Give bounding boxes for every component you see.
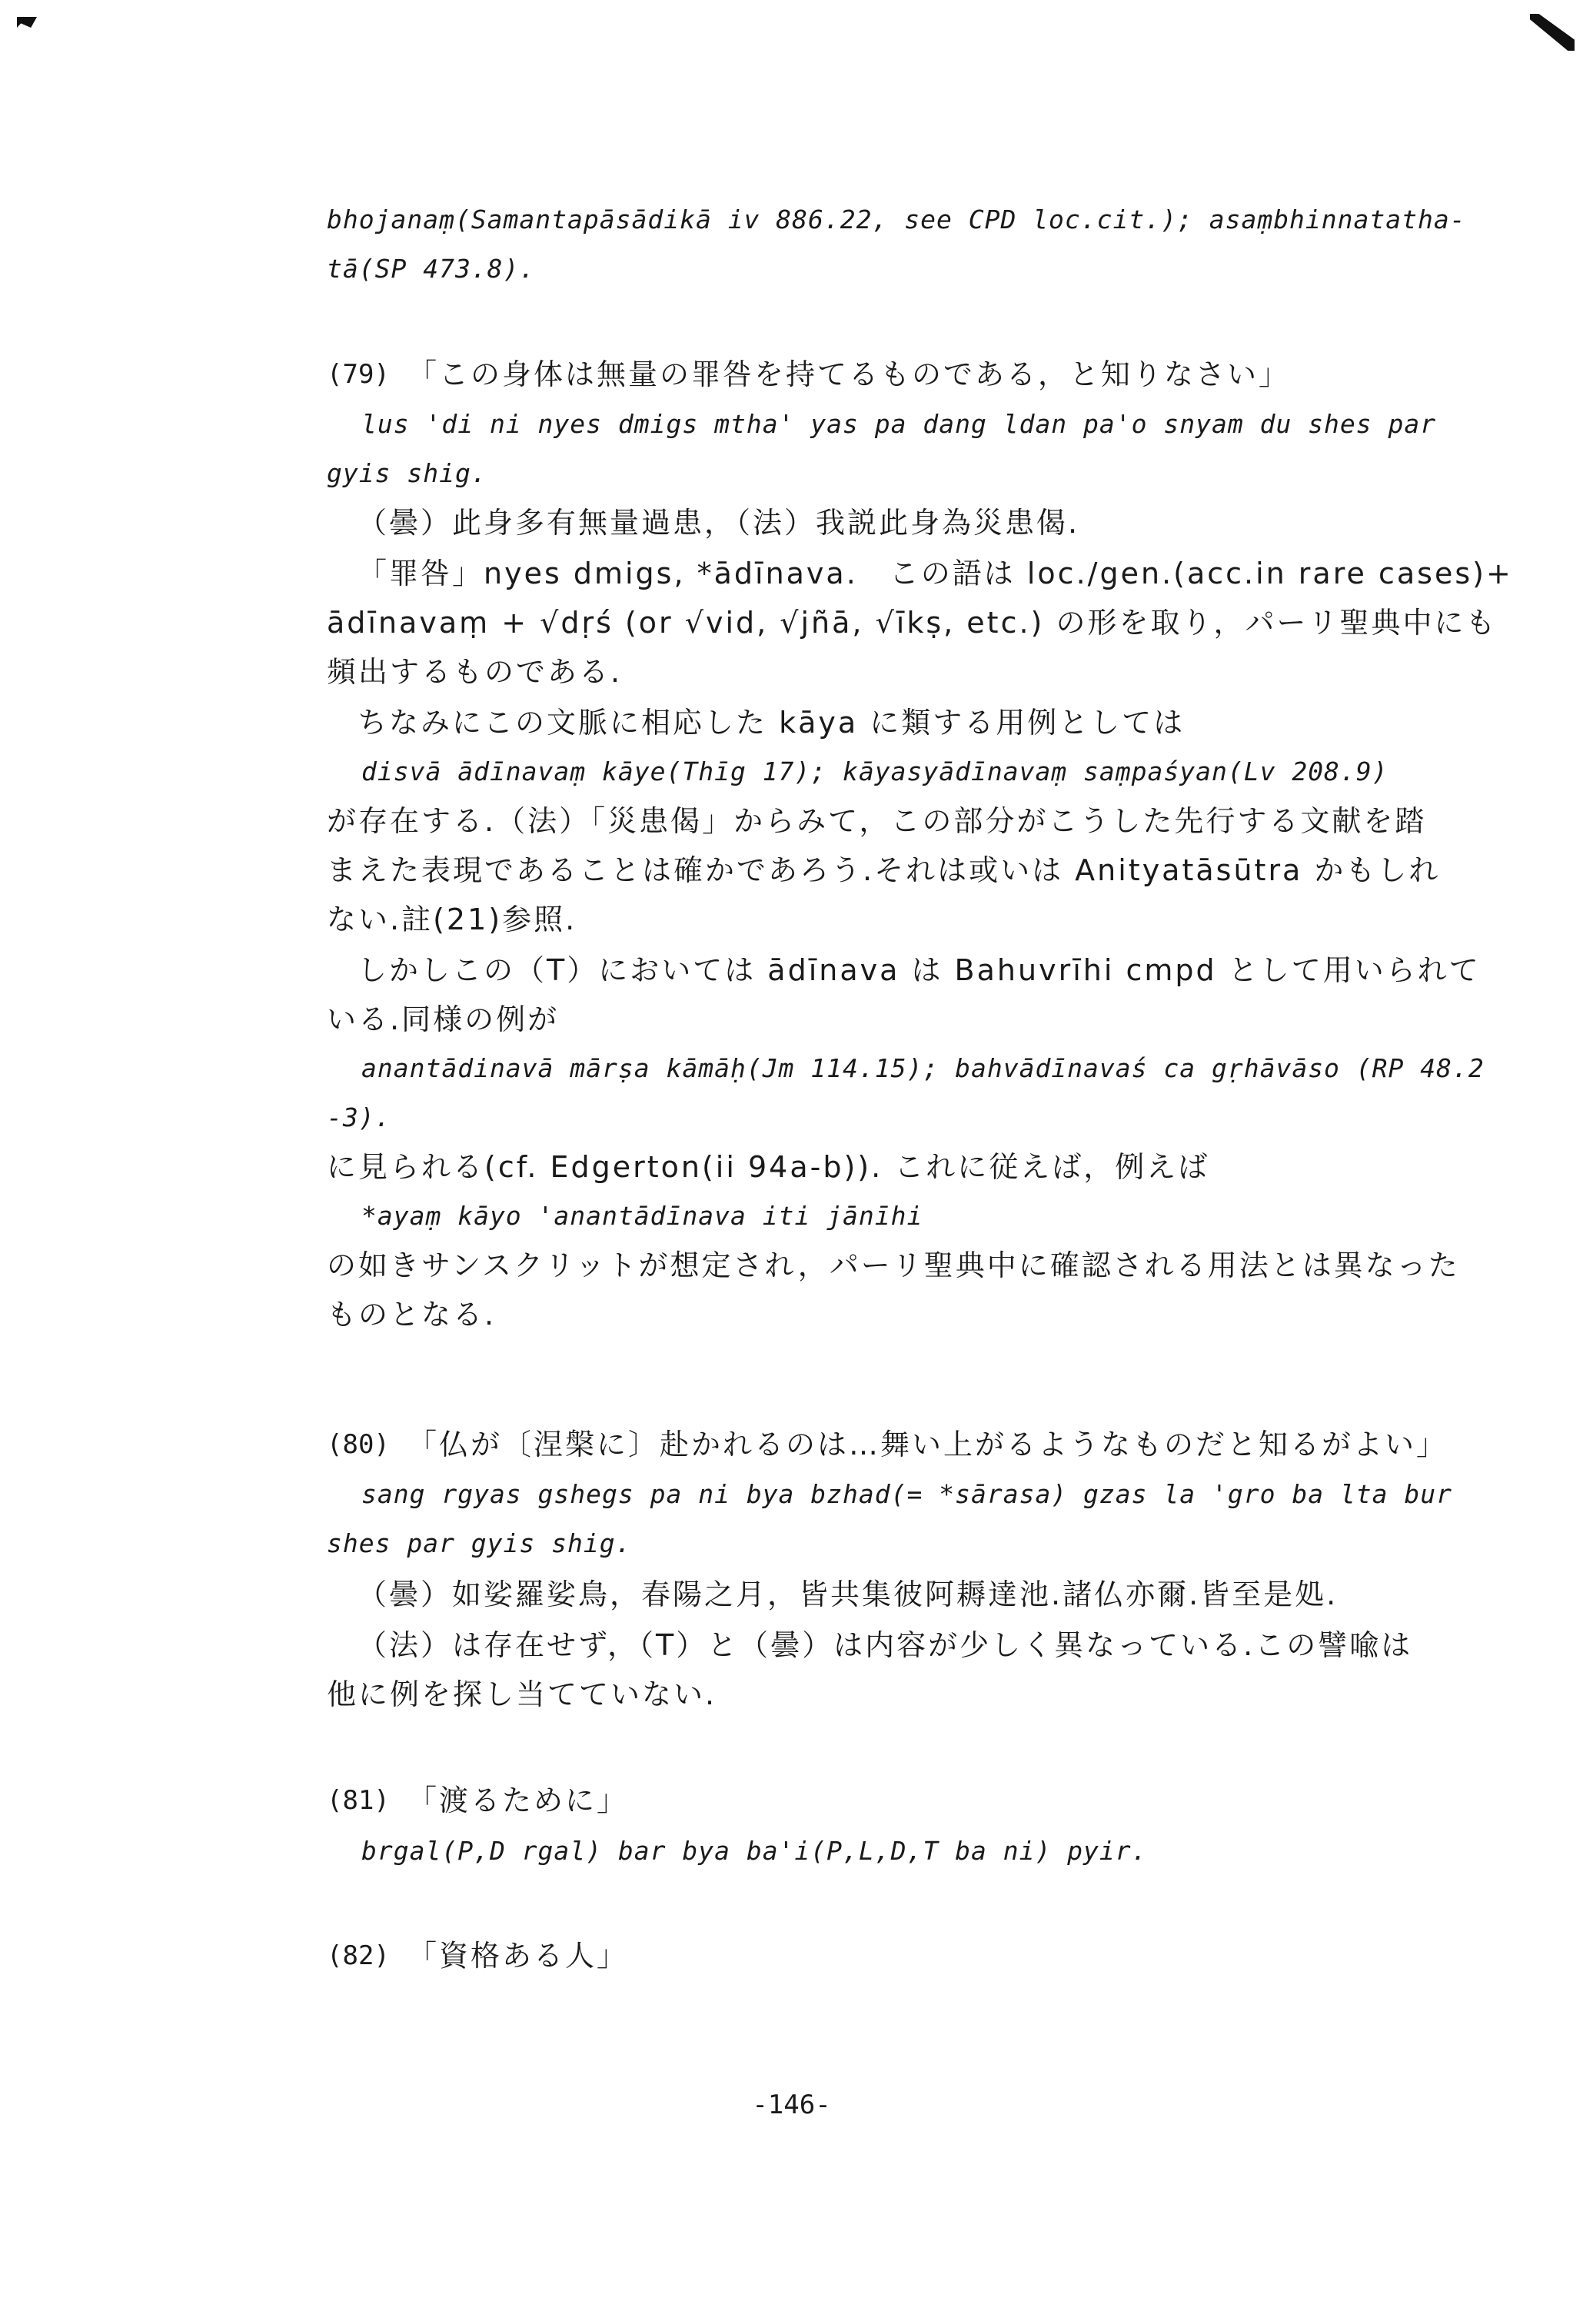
text-line: に見られる(cf. Edgerton(ii 94a-b)). これに従えば，例えば: [327, 1150, 1210, 1184]
text-line: ものとなる.: [327, 1298, 497, 1332]
text-line: 「罪咎」nyes dmigs, *ādīnava. この語は loc./gen.(acc.in rare cases)+: [358, 557, 1513, 590]
example-citation: anantādinavā mārṣa kāmāḥ(Jm 114.15); bahvādīnavaś ca gṛhāvāso (RP 48.2: [361, 1053, 1485, 1083]
note-number-81: (81): [327, 1785, 390, 1816]
note-heading-82: 「資格ある人」: [407, 1939, 629, 1973]
note-number-80: (80): [327, 1429, 390, 1460]
text-line: いる.同様の例が: [327, 1002, 560, 1036]
text-line: まえた表現であることは確かであろう.それは或いは Anityatāsūtra かもしれ: [327, 853, 1441, 887]
tibetan-text: gyis shig.: [327, 458, 487, 488]
note-heading-80: 「仏が〔涅槃に〕赴かれるのは…舞い上がるようなものだと知るがよい」: [407, 1428, 1448, 1461]
text-line: ない.註(21)参照.: [327, 903, 577, 936]
example-citation: -3).: [327, 1102, 391, 1132]
scan-corner-mark-left: [17, 17, 37, 28]
tibetan-text: sang rgyas gshegs pa ni bya bzhad(= *sārasa) gzas la 'gro ba lta bur: [361, 1479, 1453, 1509]
text-line: しかしこの（T）においては ādīnava は Bahuvrīhi cmpd として用いられて: [358, 953, 1481, 987]
text-line: tā(SP 473.8).: [327, 254, 536, 284]
text-line: bhojanaṃ(Samantapāsādikā iv 886.22, see CPD loc.cit.); asaṃbhinnatatha-: [327, 204, 1466, 234]
example-citation: *ayaṃ kāyo 'anantādīnava iti jānīhi: [361, 1201, 923, 1231]
note-number-79: (79): [327, 359, 390, 390]
text-line: ādīnavaṃ + √dṛś (or √vid, √jñā, √īkṣ, etc.) の形を取り，パーリ聖典中にも: [327, 606, 1498, 640]
note-number-82: (82): [327, 1940, 390, 1971]
page-number: -146-: [752, 2090, 831, 2120]
text-line: ちなみにこの文脈に相応した kāya に類する用例としては: [358, 706, 1186, 740]
tibetan-text: shes par gyis shig.: [327, 1528, 632, 1558]
text-line: 頻出するものである.: [327, 655, 623, 689]
text-line: （法）は存在せず，（T）と（曇）は内容が少しく異なっている.この譬喩は: [358, 1628, 1413, 1662]
chinese-parallel: （曇）如娑羅娑鳥，春陽之月，皆共集彼阿耨達池.諸仏亦爾.皆至是処.: [358, 1578, 1339, 1611]
example-citation: disvā ādīnavaṃ kāye(Thīg 17); kāyasyādīnavaṃ saṃpaśyan(Lv 208.9): [361, 756, 1388, 786]
text-line: の如きサンスクリットが想定され，パーリ聖典中に確認される用法とは異なった: [327, 1248, 1460, 1282]
tibetan-text: brgal(P,D rgal) bar bya ba'i(P,L,D,T ba ni) pyir.: [361, 1836, 1148, 1866]
note-heading-79: 「この身体は無量の罪咎を持てるものである，と知りなさい」: [407, 357, 1291, 391]
text-line: 他に例を探し当てていない.: [327, 1677, 717, 1711]
text-line: が存在する.（法）「災患偈」からみて，この部分がこうした先行する文献を踏: [327, 804, 1427, 838]
scan-corner-mark-right: [1530, 14, 1575, 51]
tibetan-text: lus 'di ni nyes dmigs mtha' yas pa dang ldan pa'o snyam du shes par: [361, 409, 1437, 439]
note-heading-81: 「渡るために」: [407, 1784, 629, 1817]
chinese-parallel: （曇）此身多有無量過患，（法）我説此身為災患偈.: [358, 506, 1080, 540]
